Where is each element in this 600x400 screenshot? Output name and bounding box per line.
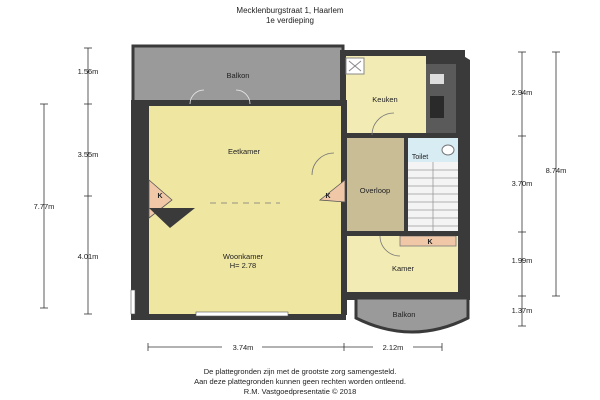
footer-line-1: De plattegronden zijn met de grootste zorg samengesteld. bbox=[203, 367, 397, 376]
label-balkon-bottom: Balkon bbox=[392, 310, 416, 319]
dim-left-low: 4.01m bbox=[77, 252, 99, 261]
window-left bbox=[131, 290, 135, 314]
label-woonkamer-height: H= 2.78 bbox=[229, 261, 257, 270]
label-balkon-top: Balkon bbox=[226, 71, 250, 80]
label-overloop: Overloop bbox=[359, 186, 391, 195]
window-bottom bbox=[196, 312, 288, 316]
dim-left-outer: 1.56m bbox=[77, 67, 99, 76]
right-outer-wall bbox=[462, 55, 470, 300]
label-keuken: Keuken bbox=[372, 95, 398, 104]
center-wall bbox=[341, 100, 347, 315]
stove-icon bbox=[430, 96, 444, 118]
overloop-floor bbox=[346, 138, 408, 232]
label-woonkamer: Woonkamer bbox=[222, 252, 264, 261]
kitchen-wall bbox=[346, 133, 458, 138]
dim-right-top: 2.94m bbox=[511, 88, 533, 97]
dim-right-bottom: 1.37m bbox=[511, 306, 533, 315]
floor-subtitle: 1e verdieping bbox=[265, 16, 315, 25]
stair-wall bbox=[404, 138, 408, 232]
dim-right-total: 8.74m bbox=[545, 166, 567, 175]
footer-line-3: R.M. Vastgoedpresentatie © 2018 bbox=[243, 387, 357, 396]
dim-left-total: 7.77m bbox=[33, 202, 55, 211]
toilet-bowl-icon bbox=[442, 145, 454, 155]
dim-bottom-right: 2.12m bbox=[382, 343, 404, 352]
label-k-right: K bbox=[325, 193, 331, 200]
address-title: Mecklenburgstraat 1, Haarlem bbox=[236, 6, 344, 15]
kamer-wall bbox=[346, 231, 458, 236]
label-toilet: Toilet bbox=[411, 154, 429, 161]
sink-icon bbox=[430, 74, 444, 84]
left-dimension-lines bbox=[40, 48, 92, 314]
label-kamer: Kamer bbox=[391, 264, 415, 273]
dim-left-mid: 3.55m bbox=[77, 150, 99, 159]
dim-right-low: 1.99m bbox=[511, 256, 533, 265]
dim-right-mid: 3.70m bbox=[511, 179, 533, 188]
label-eetkamer: Eetkamer bbox=[227, 147, 261, 156]
footer-line-2: Aan deze plattegronden kunnen geen rechten worden ontleend. bbox=[194, 377, 406, 386]
label-k-left: K bbox=[157, 193, 163, 200]
dim-bottom-left: 3.74m bbox=[232, 343, 254, 352]
label-k-kamer: K bbox=[427, 239, 433, 246]
